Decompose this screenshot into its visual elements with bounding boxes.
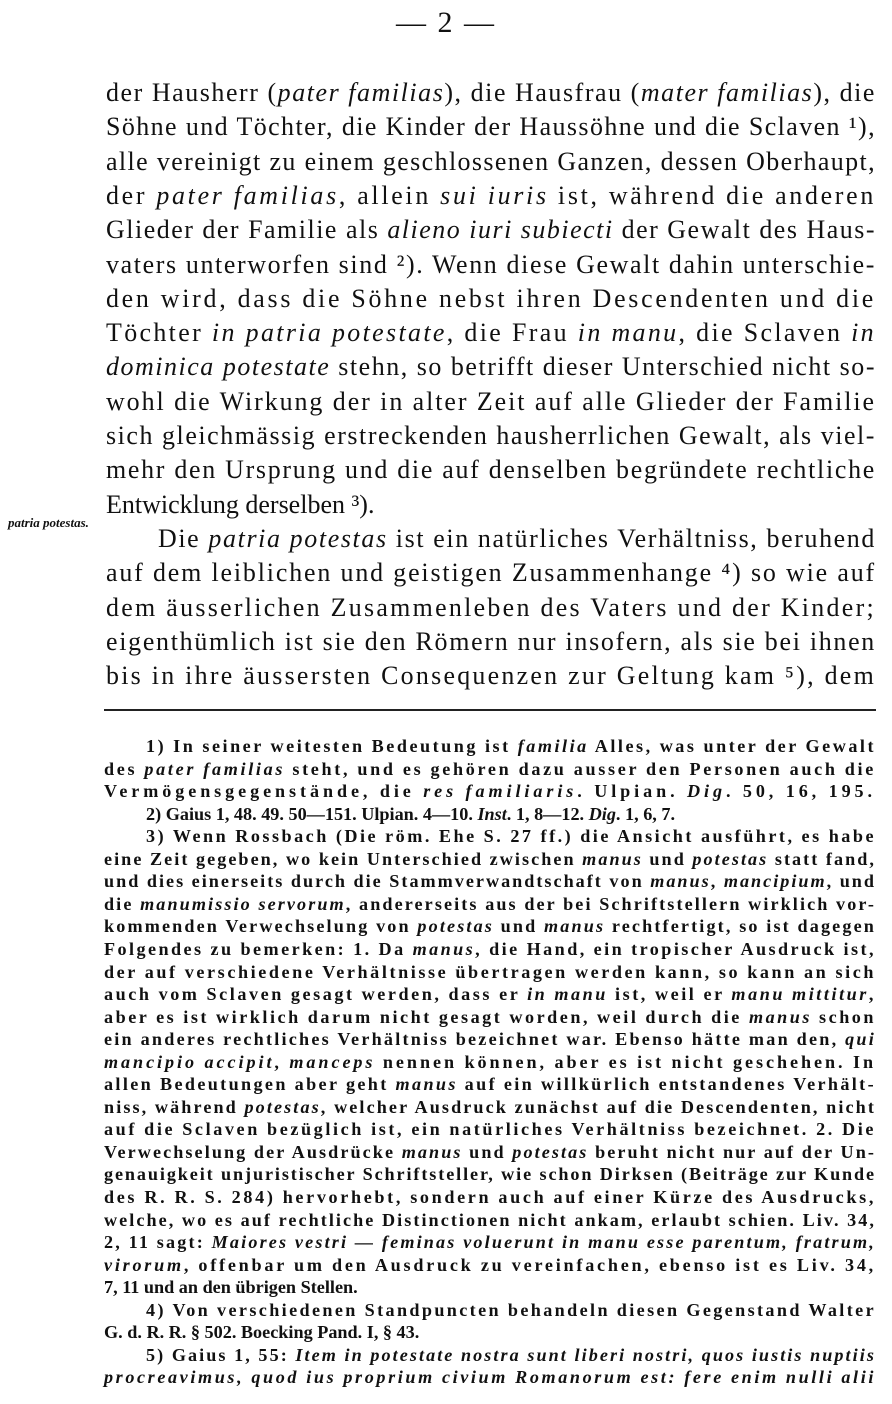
- footnote-line: auch vom Sclaven gesagt werden, dass er in manu ist, weil er manu mittitur,: [104, 984, 876, 1005]
- body-line: Entwicklung derselben ³).: [106, 489, 375, 519]
- footnote-line: 2) Gaius 1, 48. 49. 50—151. Ulpian. 4—10. Inst. 1, 8—12. Dig. 1, 6, 7.: [146, 803, 676, 824]
- body-line: Glieder der Familie als alieno iuri subiecti der Gewalt des Haus-: [106, 215, 876, 245]
- footnote-line: 1) In seiner weitesten Bedeutung ist familia Alles, was unter der Gewalt: [146, 736, 876, 756]
- body-line: der pater familias, allein sui iuris ist, während die anderen: [106, 180, 876, 210]
- footnote-line: der auf verschiedene Verhältnisse übertragen werden kann, so kann an sich: [104, 961, 876, 982]
- footnote-line: aber es ist wirklich darum nicht gesagt worden, weil durch die manus schon: [104, 1006, 876, 1027]
- footnote-line: 2, 11 sagt: Maiores vestri — feminas voluerunt in manu esse parentum, fratrum,: [104, 1232, 877, 1253]
- footnote-line: die manumissio servorum, andererseits aus der bei Schriftstellern wirklich vor-: [104, 893, 876, 914]
- footnote-line: G. d. R. R. § 502. Boecking Pand. I, § 43.: [104, 1322, 420, 1343]
- footnote-line: welche, wo es auf rechtliche Distinctionen nicht ankam, erlaubt schien. Liv. 34,: [104, 1209, 876, 1230]
- body-line: vaters unterworfen sind ²). Wenn diese Gewalt dahin unterschie-: [106, 249, 876, 279]
- body-line: dem äusserlichen Zusammenleben des Vaters und der Kinder;: [106, 592, 876, 622]
- body-line: den wird, dass die Söhne nebst ihren Descendenten und die: [106, 283, 876, 313]
- footnote-divider: [104, 709, 876, 711]
- footnote-line: auf die Sclaven bezüglich ist, ein natürliches Verhältniss bezeichnet. 2. Die: [104, 1119, 876, 1140]
- footnote-line: des pater familias steht, und es gehören dazu ausser den Personen auch die: [104, 758, 876, 779]
- footnote-line: genauigkeit unjuristischer Schriftsteller, wie schon Dirksen (Beiträge zur Kunde: [104, 1164, 876, 1185]
- body-line: Die patria potestas ist ein natürliches Verhältniss, beruhend: [158, 523, 876, 553]
- footnote-line: eine Zeit gegeben, wo kein Unterschied zwischen manus und potestas statt fand,: [104, 848, 876, 869]
- footnote-line: virorum, offenbar um den Ausdruck zu vereinfachen, ebenso ist es Liv. 34,: [104, 1254, 876, 1275]
- body-line: wohl die Wirkung der in alter Zeit auf alle Glieder der Familie: [106, 386, 876, 416]
- footnote-line: Folgendes zu bemerken: 1. Da manus, die Hand, ein tropischer Ausdruck ist,: [104, 938, 876, 959]
- body-line: bis in ihre äussersten Consequenzen zur Geltung kam ⁵), dem: [106, 661, 876, 691]
- footnote-line: mancipio accipit, manceps nennen können, aber es ist nicht geschehen. In: [104, 1051, 876, 1072]
- footnote-line: ein anderes rechtliches Verhältniss bezeichnet war. Ebenso hätte man den, qui: [104, 1029, 876, 1050]
- footnote-line: 5) Gaius 1, 55: Item in potestate nostra sunt liberi nostri, quos iustis nuptiis: [146, 1344, 876, 1365]
- footnote-line: 3) Wenn Rossbach (Die röm. Ehe S. 27 ff.) die Ansicht ausführt, es habe: [146, 826, 876, 847]
- footnote-line: niss, während potestas, welcher Ausdruck zunächst auf die Descendenten, nicht: [104, 1096, 876, 1117]
- body-line: der Hausherr (pater familias), die Hausfrau (mater familias), die: [106, 78, 876, 107]
- body-line: Töchter in patria potestate, die Frau in manu, die Sclaven in: [106, 318, 876, 348]
- footnote-line: Vermögensgegenstände, die res familiaris. Ulpian. Dig. 50, 16, 195.: [104, 781, 876, 802]
- footnote-line: 7, 11 und an den übrigen Stellen.: [104, 1277, 358, 1298]
- body-line: sich gleichmässig erstreckenden hausherrlichen Gewalt, als viel-: [106, 421, 876, 450]
- body-line: eigenthümlich ist sie den Römern nur insofern, als sie bei ihnen: [106, 626, 876, 656]
- footnote-line: und dies einerseits durch die Stammverwandtschaft von manus, mancipium, und: [104, 871, 876, 892]
- body-line: auf dem leiblichen und geistigen Zusammenhange ⁴) so wie auf: [106, 558, 876, 588]
- body-line: mehr den Ursprung und die auf denselben begründete rechtliche: [106, 455, 876, 485]
- body-line: Söhne und Töchter, die Kinder der Haussöhne und die Sclaven ¹),: [106, 112, 876, 142]
- body-line: alle vereinigt zu einem geschlossenen Ganzen, dessen Oberhaupt,: [106, 146, 876, 176]
- footnote-line: kommenden Verwechselung von potestas und manus rechtfertigt, so ist dagegen: [104, 916, 876, 937]
- footnote-line: allen Bedeutungen aber geht manus auf ein willkürlich entstandenes Verhält-: [104, 1074, 876, 1095]
- footnote-line: des R. R. S. 284) hervorhebt, sondern auch auf einer Kürze des Ausdrucks,: [104, 1187, 876, 1207]
- body-line: dominica potestate stehn, so betrifft dieser Unterschied nicht so-: [106, 352, 876, 382]
- footnote-line: 4) Von verschiedenen Standpuncten behandeln diesen Gegenstand Walter: [146, 1299, 876, 1320]
- page-number: — 2 —: [396, 6, 496, 39]
- footnote-line: Verwechselung der Ausdrücke manus und potestas beruht nicht nur auf der Un-: [104, 1141, 876, 1162]
- footnote-line: procreavimus, quod ius proprium civium Romanorum est: fere enim nulli alii: [104, 1367, 876, 1388]
- margin-note: patria potestas.: [8, 515, 89, 530]
